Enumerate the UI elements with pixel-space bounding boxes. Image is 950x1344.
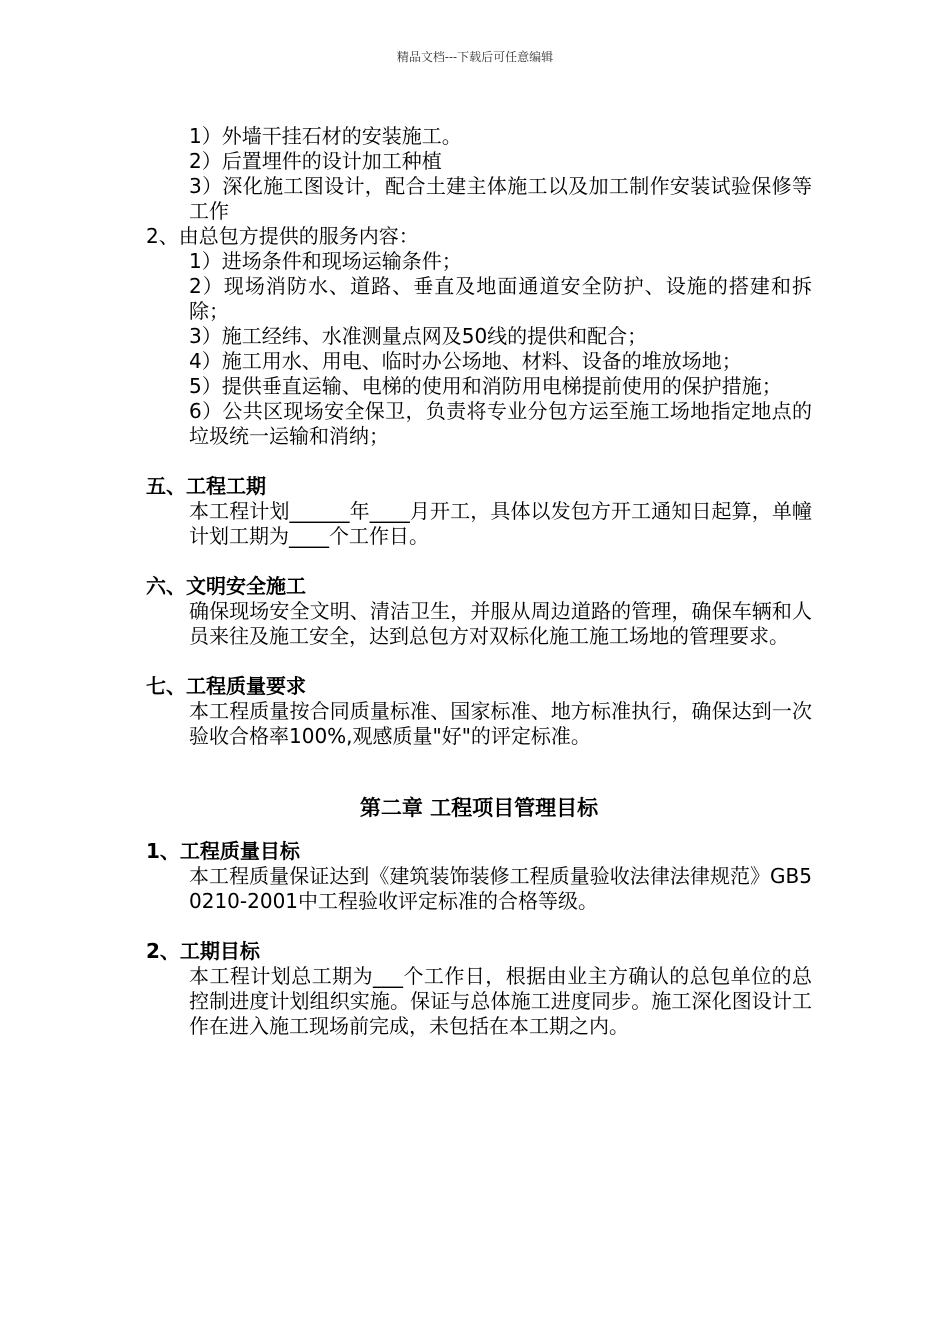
service-item-2: 2）现场消防水、道路、垂直及地面通道安全防护、设施的搭建和拆除； [189, 274, 812, 323]
scope-item-1: 1）外墙干挂石材的安装施工。 [189, 124, 462, 148]
section-5-title: 五、工程工期 [146, 474, 266, 498]
section-5-body: 本工程计划______年____月开工，具体以发包方开工通知日起算，单幢计划工期为____个工作日。 [189, 499, 812, 548]
goal-1-body: 本工程质量保证达到《建筑装饰装修工程质量验收法律法律规范》GB50210-2001中工程验收评定标准的合格等级。 [189, 864, 812, 913]
service-item-3: 3）施工经纬、水准测量点网及50线的提供和配合； [189, 324, 648, 348]
service-item-6: 6）公共区现场安全保卫，负责将专业分包方运至施工场地指定地点的垃圾统一运输和消纳； [189, 399, 812, 448]
goal-2-title: 2、工期目标 [146, 939, 260, 963]
goal-1-title: 1、工程质量目标 [146, 839, 300, 863]
scope-item-2: 2）后置埋件的设计加工种植 [189, 149, 442, 173]
service-item-1: 1）进场条件和现场运输条件； [189, 249, 462, 273]
service-item-4: 4）施工用水、用电、临时办公场地、材料、设备的堆放场地； [189, 349, 742, 373]
service-heading: 2、由总包方提供的服务内容： [146, 224, 419, 248]
scope-item-3 [146, 174, 812, 224]
chapter-2-title: 第二章 工程项目管理目标 [359, 796, 599, 820]
page-header: 精品文档---下载后可任意编辑 [396, 50, 554, 64]
scope-item-3-text: 3）深化施工图设计，配合土建主体施工以及加工制作安装试验保修等工作 [189, 174, 812, 223]
section-7-body: 本工程质量按合同质量标准、国家标准、地方标准执行，确保达到一次验收合格率100%,观感质量"好"的评定标准。 [189, 699, 812, 748]
document-body [146, 124, 812, 1039]
section-6-body: 确保现场安全文明、清洁卫生，并服从周边道路的管理，确保车辆和人员来往及施工安全，达到总包方对双标化施工施工场地的管理要求。 [189, 599, 812, 648]
goal-2-body: 本工程计划总工期为___个工作日，根据由业主方确认的总包单位的总控制进度计划组织实施。保证与总体施工进度同步。施工深化图设计工作在进入施工现场前完成，未包括在本工期之内。 [189, 964, 812, 1038]
section-7-title: 七、工程质量要求 [146, 674, 306, 698]
service-item-5: 5）提供垂直运输、电梯的使用和消防用电梯提前使用的保护措施； [189, 374, 782, 398]
section-6-title: 六、文明安全施工 [146, 574, 306, 598]
